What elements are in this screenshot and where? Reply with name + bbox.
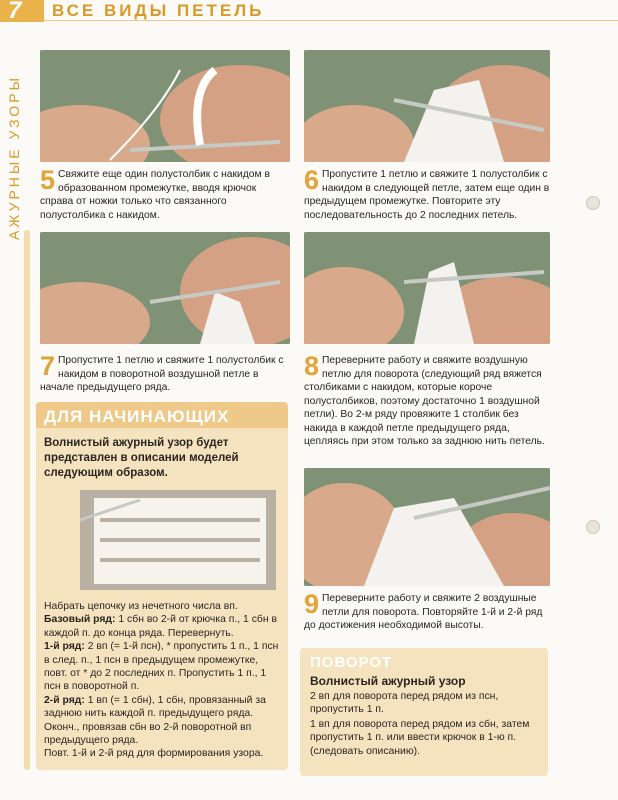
header-divider bbox=[44, 20, 618, 21]
step-text: Пропустите 1 петлю и свяжите 1 полустолбик с накидом в поворотной воздушной петле в начале предыдущего ряда. bbox=[40, 355, 284, 393]
page-number: 7 bbox=[8, 0, 22, 24]
turn-subtitle: Волнистый ажурный узор bbox=[310, 674, 466, 688]
row-text: 1 сбн во 2-й от крючка п., 1 сбн в каждой п. до конца ряда. Перевернуть. bbox=[44, 614, 278, 639]
step-7 bbox=[40, 351, 292, 395]
section-title: ВСЕ ВИДЫ ПЕТЕЛЬ bbox=[52, 1, 265, 20]
instruction-line: Набрать цепочку из нечетного числа вп. bbox=[44, 601, 238, 612]
row-text: 1 вп (= 1 сбн), 1 сбн, провязанный за заднюю нить каждой п. предыдущего ряда. Оконч., провязав сбн во 2-й поворотной вп предыдущего ряда. bbox=[44, 694, 266, 747]
step-number: 9 bbox=[304, 589, 320, 619]
side-label: АЖУРНЫЕ УЗОРЫ bbox=[6, 74, 22, 240]
step-6 bbox=[304, 165, 550, 222]
binder-hole bbox=[586, 520, 600, 534]
turn-text bbox=[310, 690, 542, 759]
step-number: 8 bbox=[304, 351, 320, 381]
beginners-panel bbox=[36, 402, 288, 770]
page-number-tab bbox=[0, 0, 44, 22]
beginners-instructions bbox=[44, 600, 284, 761]
step-text: Пропустите 1 петлю и свяжите 1 полустолбик с накидом в следующей петле, затем еще один в предыдущем промежутке. Повторите эту последовательность до 2 последних петель. bbox=[304, 169, 550, 221]
side-bar bbox=[24, 230, 30, 770]
instruction-row-1 bbox=[44, 640, 284, 694]
step-9 bbox=[304, 589, 550, 633]
photo-step-5 bbox=[40, 50, 290, 162]
row-label: 1-й ряд: bbox=[44, 641, 85, 653]
step-text: Свяжите еще один полустолбик с накидом в образованном промежутке, вводя крючок справа от ножки только что связанного полустолбика с накидом. bbox=[40, 169, 270, 221]
step-number: 5 bbox=[40, 165, 56, 195]
step-text: Переверните работу и свяжите 2 воздушные петли для поворота. Повторяйте 1-й и 2-й ряд до достижения необходимой высоты. bbox=[304, 593, 543, 631]
turn-panel bbox=[300, 648, 548, 776]
step-text: Переверните работу и свяжите воздушную петлю для поворота (следующий ряд вяжется столбиками с накидом, которые короче полустолбиков, поэтому достаточно 1 воздушной петли). Во 2-м ряду провяжите 1 столбик без накида в каждой петле предыдущего ряда, цепляясь при этом только за заднюю нить петель. bbox=[304, 355, 545, 447]
beginners-intro: Волнистый ажурный узор будет представлен в описании моделей следующим образом. bbox=[44, 437, 239, 479]
photo-step-7 bbox=[40, 232, 290, 344]
swatch-photo bbox=[80, 490, 276, 590]
photo-step-8 bbox=[304, 232, 550, 344]
step-number: 6 bbox=[304, 165, 320, 195]
instruction-base-row bbox=[44, 613, 284, 640]
turn-paragraph: 2 вп для поворота перед рядом из псн, пропустить 1 п. bbox=[310, 691, 499, 716]
row-label: Базовый ряд: bbox=[44, 614, 116, 626]
instruction-last: Повт. 1-й и 2-й ряд для формирования узора. bbox=[44, 748, 264, 760]
turn-title: ПОВОРОТ bbox=[310, 654, 393, 671]
step-5 bbox=[40, 165, 292, 222]
row-text: 2 вп (= 1-й псн), * пропустить 1 п., 1 псн в след. п., 1 псн в предыдущем промежутке, повт. от * до 2 последних п. Пропустить 1 п., 1 псн в поворотной п. bbox=[44, 641, 279, 693]
step-number: 7 bbox=[40, 351, 56, 381]
photo-step-9 bbox=[304, 468, 550, 586]
instruction-row-2 bbox=[44, 694, 284, 748]
binder-hole bbox=[586, 196, 600, 210]
beginners-title: ДЛЯ НАЧИНАЮЩИХ bbox=[44, 407, 230, 426]
turn-paragraph: 1 вп для поворота перед рядом из сбн, затем пропустить 1 п. или ввести крючок в 1-ю п. (следовать описанию). bbox=[310, 718, 530, 757]
photo-step-6 bbox=[304, 50, 550, 162]
row-label: 2-й ряд: bbox=[44, 694, 85, 706]
step-8 bbox=[304, 351, 550, 449]
